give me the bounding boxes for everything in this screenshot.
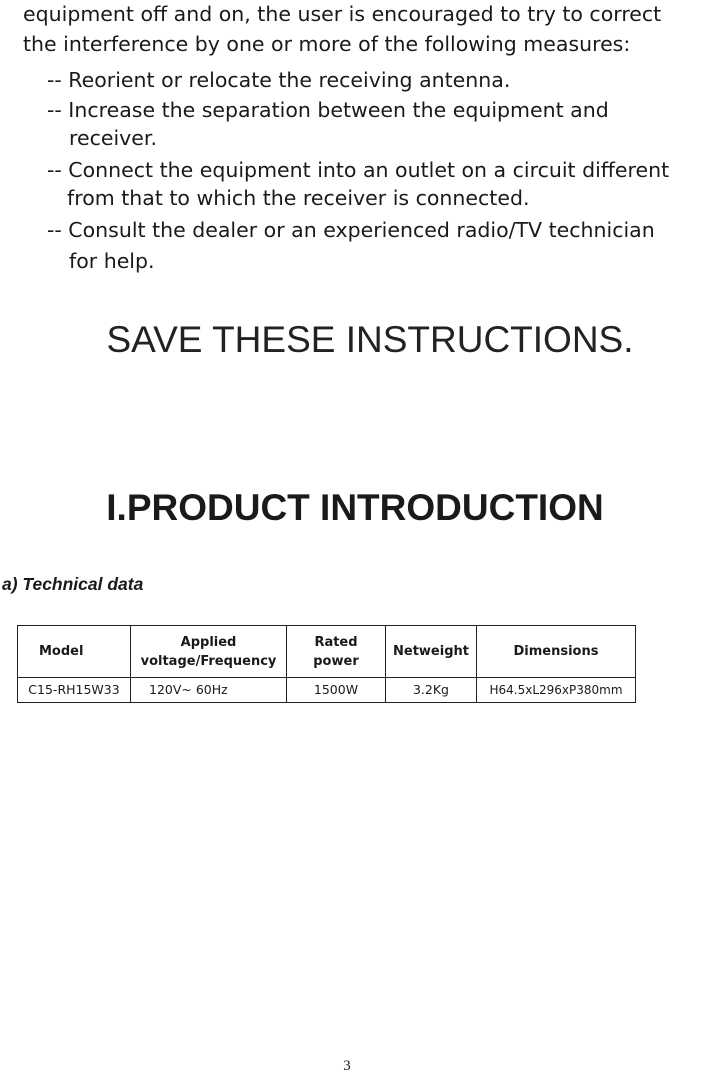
measure-2-line-2: receiver. (69, 126, 157, 150)
header-voltage-line-2: voltage/Frequency (140, 653, 277, 669)
cell-model: C15-RH15W33 (18, 678, 131, 703)
section-title: I.PRODUCT INTRODUCTION (106, 487, 604, 528)
intro-line-1: equipment off and on, the user is encouraged to try to correct (23, 2, 662, 26)
technical-data-table (17, 625, 636, 703)
header-weight-label: Netweight (393, 644, 469, 659)
header-voltage-line-1: Applied (180, 634, 237, 650)
header-model (18, 626, 131, 678)
header-model-label: Model (39, 644, 84, 659)
page-number: 3 (343, 1058, 351, 1074)
header-weight (386, 626, 477, 678)
measure-4-line-2: for help. (69, 249, 155, 273)
measure-1-line-1: -- Reorient or relocate the receiving antenna. (47, 68, 511, 92)
cell-power: 1500W (287, 678, 386, 703)
header-dimensions (477, 626, 636, 678)
save-instructions-notice: SAVE THESE INSTRUCTIONS. (106, 319, 634, 360)
measure-3-line-2: from that to which the receiver is connected. (67, 186, 530, 210)
table-row (18, 678, 636, 703)
subsection-title: a) Technical data (2, 574, 144, 594)
header-dimensions-label: Dimensions (513, 644, 599, 659)
intro-line-2: the interference by one or more of the following measures: (23, 32, 631, 56)
header-voltage (131, 626, 287, 678)
cell-weight: 3.2Kg (386, 678, 477, 703)
cell-voltage: 120V~ 60Hz (131, 678, 287, 703)
measure-3-line-1: -- Connect the equipment into an outlet on a circuit different (47, 158, 670, 182)
measure-4-line-1: -- Consult the dealer or an experienced radio/TV technician (47, 218, 655, 242)
cell-dimensions: H64.5xL296xP380mm (477, 678, 636, 703)
measure-2-line-1: -- Increase the separation between the equipment and (47, 98, 609, 122)
header-power (287, 626, 386, 678)
table-header-row (18, 626, 636, 678)
header-power-line-2: power (313, 653, 359, 669)
header-power-line-1: Rated (314, 634, 358, 650)
